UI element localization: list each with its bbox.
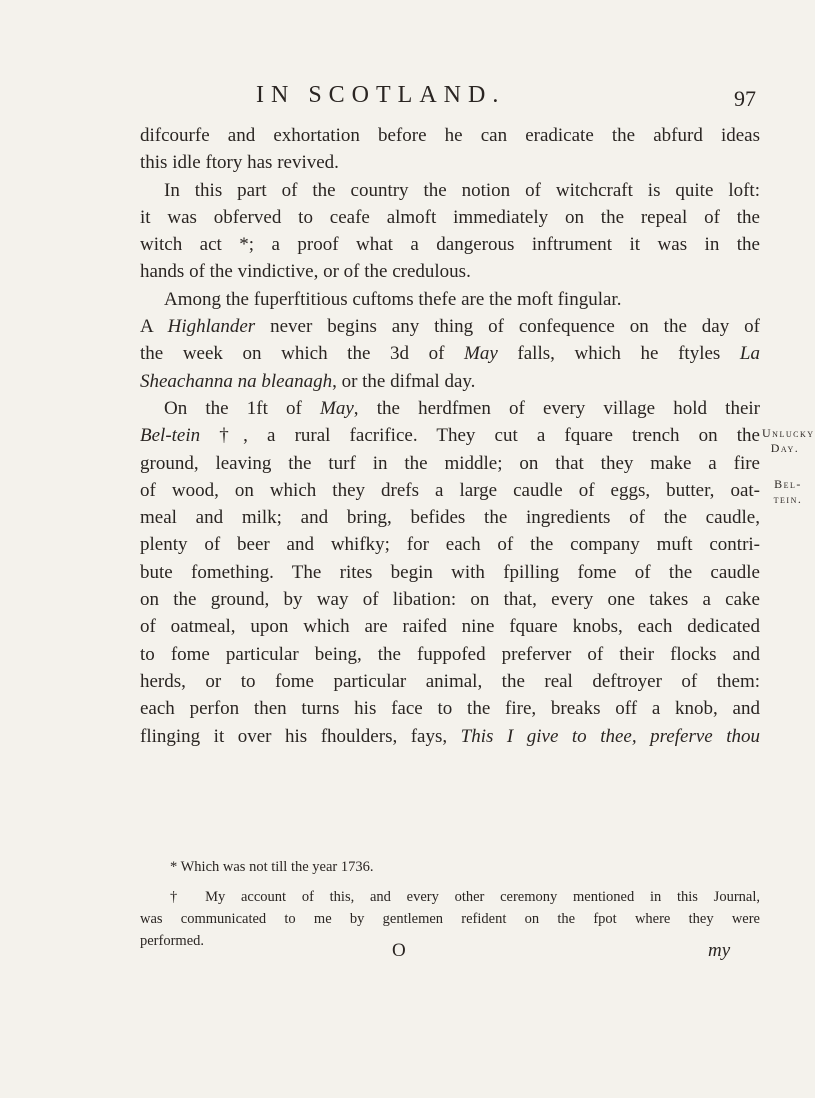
body-line: difcourfe and exhortation before he can eradicate the abfurd ideas (140, 125, 760, 146)
body-line: to fome particular being, the fuppofed preferver of their flocks and (140, 643, 760, 665)
body-line: this idle ftory has revived. (140, 152, 339, 174)
body-line: witch act *; a proof what a dangerous inftrument it was in the (140, 234, 760, 256)
body-line: of wood, on which they drefs a large caudle of eggs, butter, oat- (140, 479, 760, 501)
body-line: on the ground, by way of libation: on that, every one takes a cake (140, 589, 760, 611)
body-line: A Highlander never begins any thing of confequence on the day of (140, 316, 760, 338)
body-line: of oatmeal, upon which are raifed nine fquare knobs, each dedicated (140, 616, 760, 638)
footnote-1: * Which was not till the year 1736. (170, 859, 374, 875)
margin-note-unlucky-day: Unlucky Day. (762, 426, 815, 455)
margin-note-bel-tein: Bel-tein. (773, 477, 803, 506)
footnote-2 (140, 886, 760, 952)
body-line: meal and milk; and bring, befides the ingredients of the caudle, (140, 507, 760, 529)
footnote-line: † My account of this, and every other ceremony mentioned in this Journal, (170, 889, 760, 905)
body-text (140, 122, 760, 750)
body-line: flinging it over his fhoulders, fays, This I give to thee, preferve thou (140, 725, 760, 747)
body-line: Sheachanna na bleanagh, or the difmal day. (140, 370, 476, 392)
body-line: Bel-tein †, a rural facrifice. They cut a fquare trench on the (140, 425, 760, 447)
signature-mark: O (392, 940, 406, 961)
running-head: IN SCOTLAND. (256, 82, 506, 108)
body-line: it was obferved to ceafe almoft immediately on the repeal of the (140, 206, 760, 228)
body-line: In this part of the country the notion of witchcraft is quite loft: (164, 179, 760, 201)
footnotes (140, 856, 760, 952)
body-line: plenty of beer and whifky; for each of the company muft contri- (140, 534, 760, 556)
body-line: the week on which the 3d of May falls, which he ftyles La (140, 343, 760, 365)
body-line: bute fomething. The rites begin with fpilling fome of the caudle (140, 561, 760, 583)
catchword: my (708, 940, 731, 961)
body-line: Among the fuperftitious cuftoms thefe are the moft fingular. (164, 288, 622, 310)
body-line: herds, or to fome particular animal, the real deftroyer of them: (140, 670, 760, 692)
page-number: 97 (734, 86, 756, 111)
body-line: hands of the vindictive, or of the credulous. (140, 261, 471, 283)
body-line: ground, leaving the turf in the middle; on that they make a fire (140, 452, 760, 474)
footnote-line: performed. (140, 933, 205, 949)
footnote-line: was communicated to me by gentlemen refident on the fpot where they were (140, 911, 760, 927)
body-line: each perfon then turns his face to the fire, breaks off a knob, and (140, 698, 760, 720)
body-line: On the 1ft of May, the herdfmen of every village hold their (164, 397, 760, 419)
